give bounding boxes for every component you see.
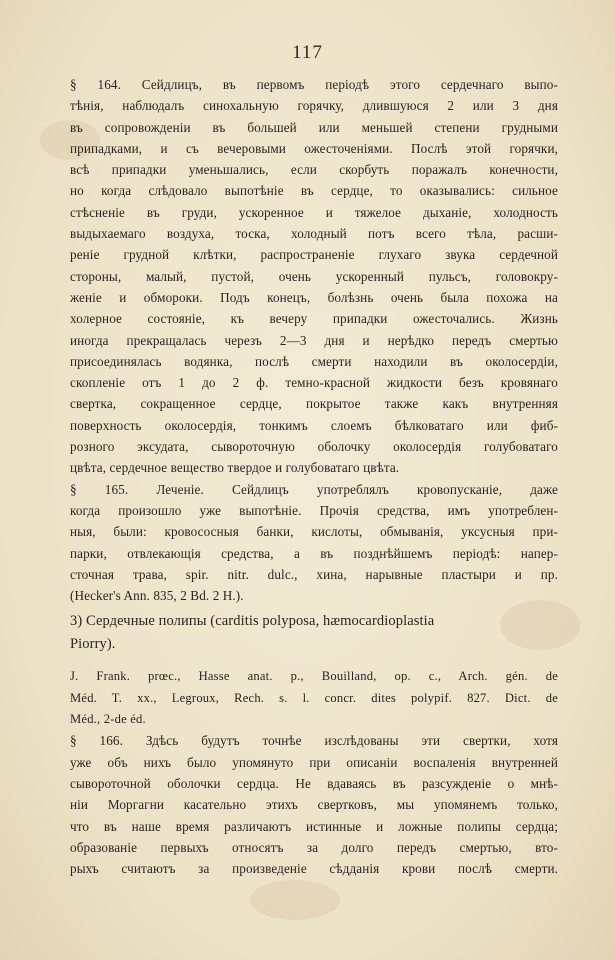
text-line: что въ наше время различаютъ истинные и ложные полипы сердца; [70,818,558,834]
section-heading-line: Piorry). [70,636,116,653]
text-line: розного эксудата, сывороточную оболочку околосердія голубоватаго [70,439,558,455]
text-line: сточная трава, spir. nitr. dulc., хина, нарывные пластыри и пр. [70,566,558,582]
text-line: тѣнія, наблюдалъ синохальную горячку, длившуюся 2 или 3 дня [70,98,558,114]
text-line: образованіе первыхъ относятъ за долго передъ смертью, вто- [70,839,558,855]
text-line: присоединялась водянка, послѣ смерти находили въ околосердіи, [70,353,558,369]
paragraph-166 [70,730,558,879]
section-heading-line: 3) Сердечные полипы (carditis polyposa, hæmocardioplastia [70,613,435,630]
text-line: § 165. Леченіе. Сейдлицъ употреблялъ кровопусканіе, даже [70,481,558,497]
text-line: § 166. Здѣсь будутъ точнѣе изслѣдованы эти свертки, хотя [70,733,558,749]
text-line: уже объ нихъ было упомянуто при описаніи воспаленія внутренней [70,754,558,770]
text-line: стороны, малый, пустой, очень ускоренный пульсъ, головокру- [70,268,558,284]
text-line: когда произошло уже выпотѣніе. Прочія средства, имъ употреблен- [70,502,558,518]
text-line: § 164. Сейдлицъ, въ первомъ періодѣ этого сердечнаго выпо- [70,77,558,92]
paragraph-165 [70,479,558,607]
text-line: всѣ припадки уменьшались, если скорбуть поражалъ конечности, [70,162,558,178]
text-line: поверхность околосердія, тонкимъ слоемъ бѣлковатаго или фиб- [70,417,558,433]
text-line: сывороточной оболочки сердца. Не вдаваясь въ разсужденіе о мнѣ- [70,775,558,791]
text-line: стѣсненіе въ груди, ускоренное и тяжелое дыханіе, холодность [70,204,558,220]
text-line: скопленіе отъ 1 до 2 ф. темно-красной жидкости безъ кровянаго [70,375,558,391]
text-line: женіе и обмороки. Подъ конецъ, болѣзнь очень была похожа на [70,289,558,305]
text-line: парки, отвлекающія средства, а въ позднѣйшемъ періодѣ: напер- [70,545,558,561]
text-line: свертка, сокращенное сердце, покрытое также какъ внутренняя [70,396,558,412]
text-line: иногда прекращалась черезъ 2—3 дня и нерѣдко передъ смертью [70,332,558,348]
text-line: но когда слѣдовало выпотѣніе въ сердце, то оказывались: сильное [70,183,558,199]
text-line: припадками, и съ вечеровыми ожесточеніями. Послѣ этой горячки, [70,140,558,156]
text-line: ніи Моргагни касательно этихъ свертковъ, мы упомянемъ только, [70,797,558,813]
references-block [70,666,558,730]
text-line: въ сопровожденіи въ большей или меньшей степени грудными [70,119,558,135]
text-line: реніе грудной клѣтки, распространеніе глухаго звука сердечной [70,247,558,263]
page-number: 117 [292,42,323,63]
paragraph-164 [70,74,558,479]
reference-line: Méd., 2-de éd. [70,712,146,727]
text-line: холерное состояніе, къ вечеру припадки ожесточались. Жизнь [70,311,558,327]
section-heading [70,610,558,656]
reference-line: Méd. T. xx., Legroux, Rech. s. l. concr. dites polypif. 827. Dict. de [70,690,558,705]
text-line: выдыхаемаго воздуха, тоска, холодный потъ всего тѣла, расши- [70,226,558,242]
page-body [70,74,558,879]
text-line: (Hecker's Ann. 835, 2 Bd. 2 H.). [70,588,244,604]
text-line: цвѣта, сердечное вещество твердое и голубоватаго цвѣта. [70,460,400,476]
text-line: рыхъ считаютъ за произведеніе сѣдданія крови послѣ смерти. [70,861,558,877]
reference-line: J. Frank. prœc., Hasse anat. p., Bouilland, op. c., Arch. gén. de [70,669,558,684]
text-line: ныя, были: кровососныя банки, кислоты, обмыванія, уксусныя при- [70,524,558,540]
